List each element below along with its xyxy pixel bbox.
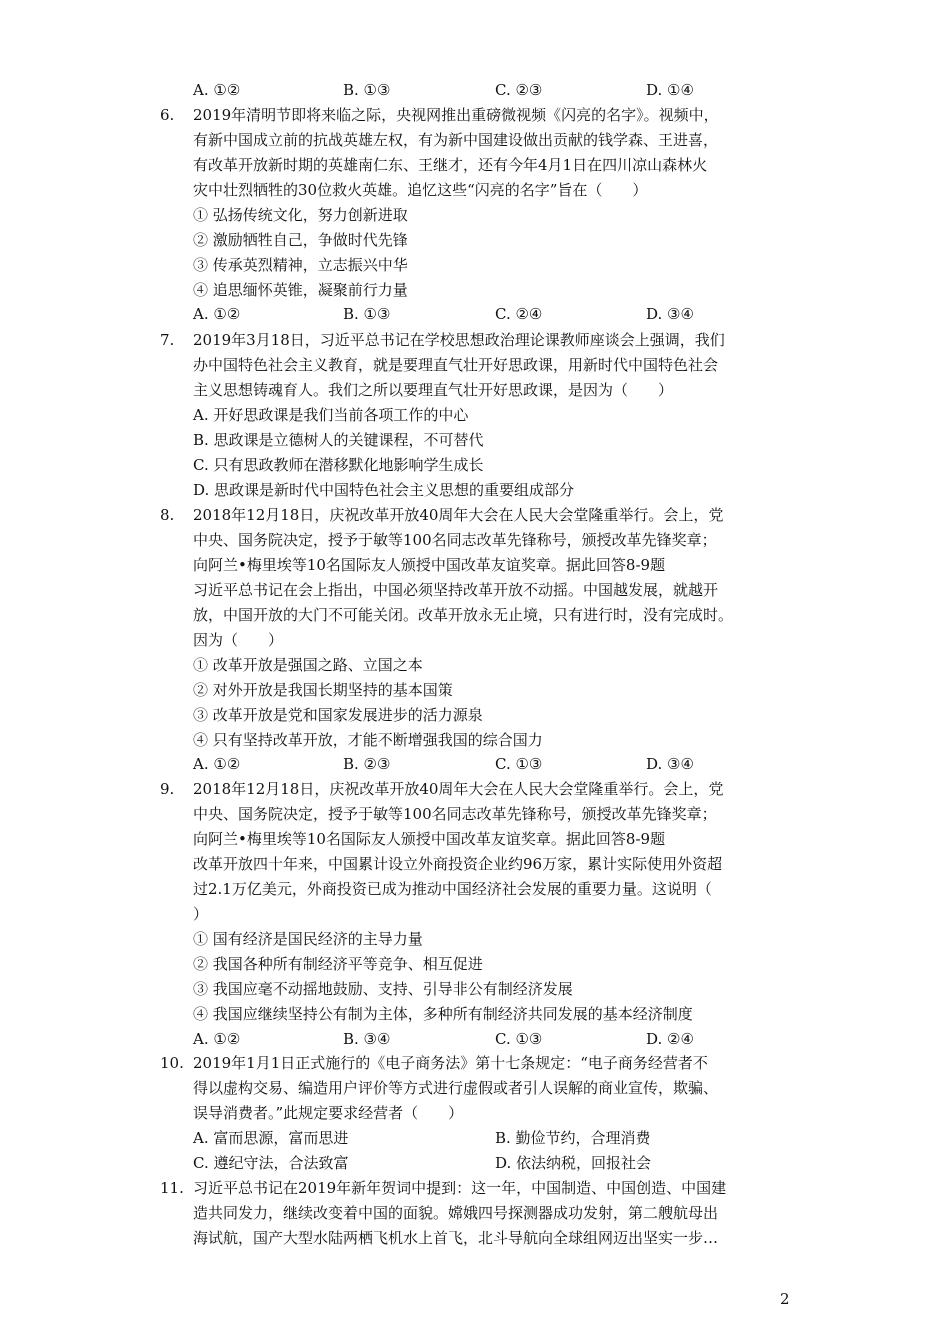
q9-option-a[interactable]: A. ①② (193, 1030, 241, 1048)
question-stem-line: 主义思想铸魂育人。我们之所以要理直气壮开好思政课，是因为（ ） (193, 381, 674, 399)
q9-option-b[interactable]: B. ③④ (343, 1030, 391, 1048)
question-number: 8. (160, 506, 175, 524)
statement-item: ① 弘扬传统文化，努力创新进取 (193, 206, 408, 224)
statement-item: ③ 我国应毫不动摇地鼓励、支持、引导非公有制经济发展 (193, 980, 573, 998)
question-stem-line: 有改革开放新时期的英雄南仁东、王继才，还有今年4月1日在四川凉山森林火 (193, 156, 708, 174)
statement-item: ③ 传承英烈精神，立志振兴中华 (193, 256, 408, 274)
question-stem-line: 习近平总书记在2019年新年贺词中提到：这一年，中国制造、中国创造、中国建 (193, 1179, 727, 1197)
q8-option-d[interactable]: D. ③④ (646, 755, 694, 773)
page-number: 2 (780, 1290, 790, 1308)
question-stem-line: 2019年3月18日，习近平总书记在学校思想政治理论课教师座谈会上强调，我们 (193, 331, 725, 349)
question-stem-line: 习近平总书记在会上指出，中国必须坚持改革开放不动摇。中国越发展，就越开 (193, 581, 719, 599)
statement-item: ② 对外开放是我国长期坚持的基本国策 (193, 681, 453, 699)
statement-item: ① 改革开放是强国之路、立国之本 (193, 656, 423, 674)
question-stem-line: 过2.1万亿美元，外商投资已成为推动中国经济社会发展的重要力量。这说明（ (193, 880, 712, 898)
question-stem-line: 中央、国务院决定，授予于敏等100名同志改革先锋称号，颁授改革先锋奖章； (193, 805, 717, 823)
q10-choice-b[interactable]: B. 勤俭节约，合理消费 (495, 1129, 651, 1147)
q7-choice-a[interactable]: A. 开好思政课是我们当前各项工作的中心 (193, 406, 469, 424)
question-number: 6. (160, 106, 175, 124)
q10-choice-d[interactable]: D. 依法纳税，回报社会 (495, 1154, 652, 1172)
question-stem-line: 向阿兰•梅里埃等10名国际友人颁授中国改革友谊奖章。据此回答8-9题 (193, 830, 666, 848)
question-stem-line: ） (193, 905, 209, 923)
q10-choice-a[interactable]: A. 富而思源，富而思进 (193, 1129, 349, 1147)
q8-option-a[interactable]: A. ①② (193, 755, 241, 773)
question-stem-line: 造共同发力，继续改变着中国的面貌。嫦娥四号探测器成功发射，第二艘航母出 (193, 1204, 719, 1222)
question-number: 9. (160, 780, 175, 798)
q7-choice-b[interactable]: B. 思政课是立德树人的关键课程，不可替代 (193, 431, 484, 449)
q5-option-c[interactable]: C. ②③ (495, 81, 543, 99)
question-stem-line: 中央、国务院决定，授予于敏等100名同志改革先锋称号，颁授改革先锋奖章； (193, 531, 717, 549)
question-stem-line: 办中国特色社会主义教育，就是要理直气壮开好思政课，用新时代中国特色社会 (193, 356, 719, 374)
question-stem-line: 有新中国成立前的抗战英雄左权，有为新中国建设做出贡献的钱学森、王进喜， (193, 131, 719, 149)
q8-option-c[interactable]: C. ①③ (495, 755, 543, 773)
q5-option-d[interactable]: D. ①④ (646, 81, 694, 99)
question-stem-line: 因为（ ） (193, 631, 284, 649)
question-stem-line: 2019年1月1日正式施行的《电子商务法》第十七条规定：“电子商务经营者不 (193, 1054, 708, 1072)
statement-item: ③ 改革开放是党和国家发展进步的活力源泉 (193, 706, 483, 724)
q5-option-a[interactable]: A. ①② (193, 81, 241, 99)
statement-item: ④ 只有坚持改革开放，才能不断增强我国的综合国力 (193, 731, 543, 749)
q6-option-d[interactable]: D. ③④ (646, 305, 694, 323)
q10-choice-c[interactable]: C. 遵纪守法，合法致富 (193, 1154, 349, 1172)
q9-option-c[interactable]: C. ①③ (495, 1030, 543, 1048)
question-stem-line: 2018年12月18日，庆祝改革开放40周年大会在人民大会堂隆重举行。会上，党 (193, 780, 724, 798)
statement-item: ② 激励牺牲自己，争做时代先锋 (193, 231, 408, 249)
question-stem-line: 2019年清明节即将来临之际，央视网推出重磅微视频《闪亮的名字》。视频中， (193, 106, 719, 124)
question-stem-line: 2018年12月18日，庆祝改革开放40周年大会在人民大会堂隆重举行。会上，党 (193, 506, 724, 524)
statement-item: ① 国有经济是国民经济的主导力量 (193, 930, 423, 948)
question-stem-line: 误导消费者。”此规定要求经营者（ ） (193, 1104, 464, 1122)
q6-option-a[interactable]: A. ①② (193, 305, 241, 323)
q5-option-b[interactable]: B. ①③ (343, 81, 391, 99)
q7-choice-d[interactable]: D. 思政课是新时代中国特色社会主义思想的重要组成部分 (193, 481, 575, 499)
statement-item: ④ 我国应继续坚持公有制为主体，多种所有制经济共同发展的基本经济制度 (193, 1005, 693, 1023)
q7-choice-c[interactable]: C. 只有思政教师在潜移默化地影响学生成长 (193, 456, 484, 474)
q8-option-b[interactable]: B. ②③ (343, 755, 391, 773)
question-stem-line: 海试航，国产大型水陆两栖飞机水上首飞，北斗导航向全球组网迈出坚实一步… (193, 1229, 719, 1247)
q6-option-c[interactable]: C. ②④ (495, 305, 543, 323)
question-stem-line: 改革开放四十年来，中国累计设立外商投资企业约96万家，累计实际使用外资超 (193, 855, 723, 873)
question-number: 11. (160, 1179, 184, 1197)
question-stem-line: 向阿兰•梅里埃等10名国际友人颁授中国改革友谊奖章。据此回答8-9题 (193, 556, 666, 574)
question-number: 10. (160, 1054, 184, 1072)
question-stem-line: 灾中壮烈牺牲的30位救火英雄。追忆这些“闪亮的名字”旨在（ ） (193, 181, 648, 199)
question-stem-line: 放，中国开放的大门不可能关闭。改革开放永无止境，只有进行时，没有完成时。 (193, 606, 734, 624)
q6-option-b[interactable]: B. ①③ (343, 305, 391, 323)
statement-item: ④ 追思缅怀英锥，凝聚前行力量 (193, 281, 408, 299)
question-number: 7. (160, 331, 175, 349)
statement-item: ② 我国各种所有制经济平等竞争、相互促进 (193, 955, 483, 973)
q9-option-d[interactable]: D. ②④ (646, 1030, 694, 1048)
question-stem-line: 得以虚构交易、编造用户评价等方式进行虚假或者引人误解的商业宣传，欺骗、 (193, 1079, 719, 1097)
